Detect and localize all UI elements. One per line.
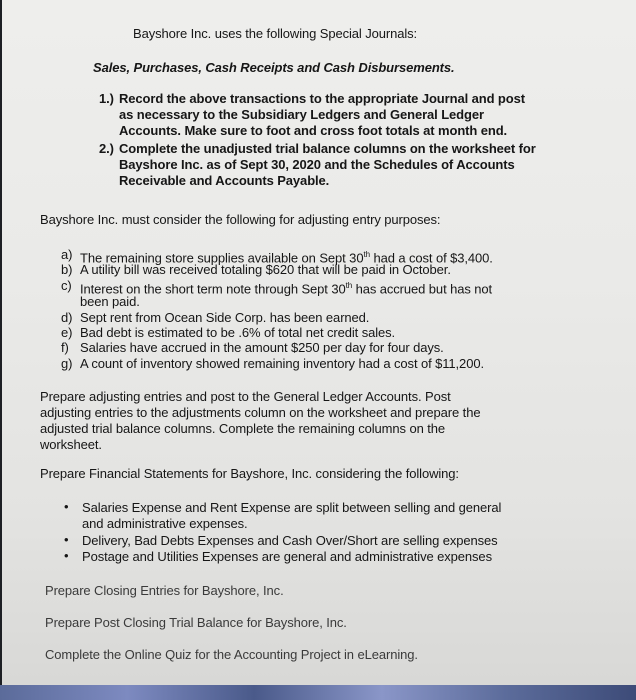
item-letter: c) (61, 278, 72, 293)
step-line: Complete the unadjusted trial balance columns on the worksheet for (119, 141, 536, 156)
step-number: 2.) (99, 141, 114, 156)
item-text: Salaries have accrued in the amount $250 per day for four days. (80, 340, 444, 355)
item-text-post: has accrued but has not (352, 281, 493, 297)
item-text: A utility bill was received totaling $620 that will be paid in October. (80, 262, 451, 277)
bullet-dot-icon: • (64, 499, 69, 514)
item-text (80, 278, 492, 297)
paragraph-line: worksheet. (40, 437, 102, 452)
screen-bottom-strip (0, 685, 636, 700)
paragraph-line: adjusted trial balance columns. Complete the remaining columns on the (40, 421, 445, 436)
item-letter: d) (61, 310, 73, 325)
item-sup: th (363, 250, 370, 259)
step-number: 1.) (99, 91, 114, 106)
adjusting-intro: Bayshore Inc. must consider the following for adjusting entry purposes: (40, 212, 441, 227)
document-page (2, 0, 636, 685)
item-text-post: had a cost of $3,400. (369, 250, 493, 266)
item-letter: f) (61, 340, 69, 355)
item-text-pre: The remaining store supplies available on Sept 30 (80, 250, 364, 266)
bullet-line: Salaries Expense and Rent Expense are split between selling and general (82, 500, 502, 515)
bullet-line: Postage and Utilities Expenses are general and administrative expenses (82, 549, 492, 564)
bullet-dot-icon: • (64, 548, 69, 563)
paragraph-line: Prepare adjusting entries and post to the General Ledger Accounts. Post (40, 389, 451, 404)
step-line: Receivable and Accounts Payable. (119, 173, 330, 188)
item-text: A count of inventory showed remaining inventory had a cost of $11,200. (80, 356, 484, 371)
online-quiz: Complete the Online Quiz for the Accounting Project in eLearning. (45, 647, 418, 662)
item-text: Sept rent from Ocean Side Corp. has been earned. (80, 310, 370, 325)
step-line: as necessary to the Subsidiary Ledgers and General Ledger (119, 107, 484, 122)
post-closing-trial-balance: Prepare Post Closing Trial Balance for Bayshore, Inc. (45, 615, 347, 630)
paragraph-line: adjusting entries to the adjustments column on the worksheet and prepare the (40, 405, 481, 420)
step-line: Bayshore Inc. as of Sept 30, 2020 and the Schedules of Accounts (119, 157, 515, 172)
item-letter: a) (61, 247, 73, 262)
item-letter: e) (61, 325, 73, 340)
item-letter: b) (61, 262, 73, 277)
item-sup: th (345, 281, 353, 290)
item-text: Bad debt is estimated to be .6% of total net credit sales. (80, 325, 396, 340)
header-title: Bayshore Inc. uses the following Special Journals: (133, 26, 418, 41)
bullet-dot-icon: • (64, 532, 69, 547)
item-text-cont: been paid. (80, 294, 140, 309)
closing-entries: Prepare Closing Entries for Bayshore, Inc. (45, 583, 284, 598)
step-line: Accounts. Make sure to foot and cross foot totals at month end. (119, 123, 508, 138)
step-line: Record the above transactions to the appropriate Journal and post (119, 91, 525, 106)
bullet-line: Delivery, Bad Debts Expenses and Cash Over/Short are selling expenses (82, 533, 498, 548)
financial-intro: Prepare Financial Statements for Bayshore, Inc. considering the following: (40, 466, 459, 481)
journals-list: Sales, Purchases, Cash Receipts and Cash Disbursements. (93, 60, 455, 75)
bullet-line: and administrative expenses. (82, 516, 248, 531)
item-text-pre: Interest on the short term note through Sept 30 (80, 281, 346, 297)
item-letter: g) (61, 356, 73, 371)
